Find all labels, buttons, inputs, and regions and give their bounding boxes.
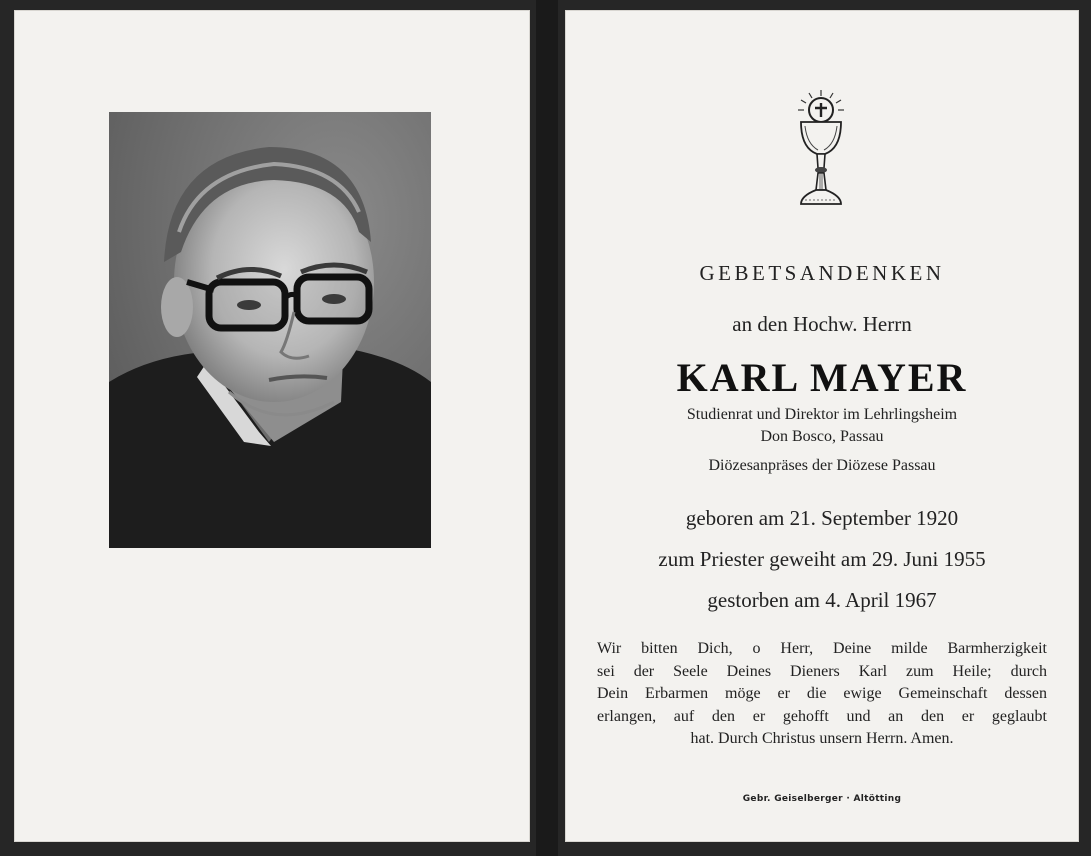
prayer-line: erlangen, auf den er gehofft und an den er geglaubt (597, 707, 1047, 725)
card-fold (536, 0, 558, 856)
prayer-line: Dein Erbarmen möge er die ewige Gemeinschaft dessen (597, 685, 1047, 702)
chalice-with-host-icon (787, 86, 855, 212)
prayer-line: sei der Seele Deines Dieners Karl zum Heile; durch (597, 662, 1047, 680)
role-line: Studienrat und Direktor im Lehrlingsheim (686, 406, 958, 423)
ordination-date: zum Priester geweiht am 29. Juni 1955 (658, 547, 986, 571)
prayer-line: hat. Durch Christus unsern Herrn. Amen. (690, 730, 954, 747)
deceased-name: KARL MAYER (676, 355, 968, 400)
birth-date: geboren am 21. September 1920 (685, 506, 959, 530)
left-card (14, 10, 530, 842)
printer-imprint: Gebr. Geiselberger · Altötting (742, 794, 902, 804)
prayer-line: Wir bitten Dich, o Herr, Deine milde Barmherzigkeit (597, 640, 1047, 657)
role-line: Diözesanpräses der Diözese Passau (708, 457, 936, 474)
right-card (565, 10, 1079, 842)
dedication-line: an den Hochw. Herrn (732, 312, 912, 336)
prayer-text (597, 638, 1047, 751)
role-line: Don Bosco, Passau (760, 428, 884, 445)
card-heading: GEBETSANDENKEN (699, 261, 945, 285)
death-date: gestorben am 4. April 1967 (707, 588, 937, 612)
portrait-photo (109, 112, 431, 548)
